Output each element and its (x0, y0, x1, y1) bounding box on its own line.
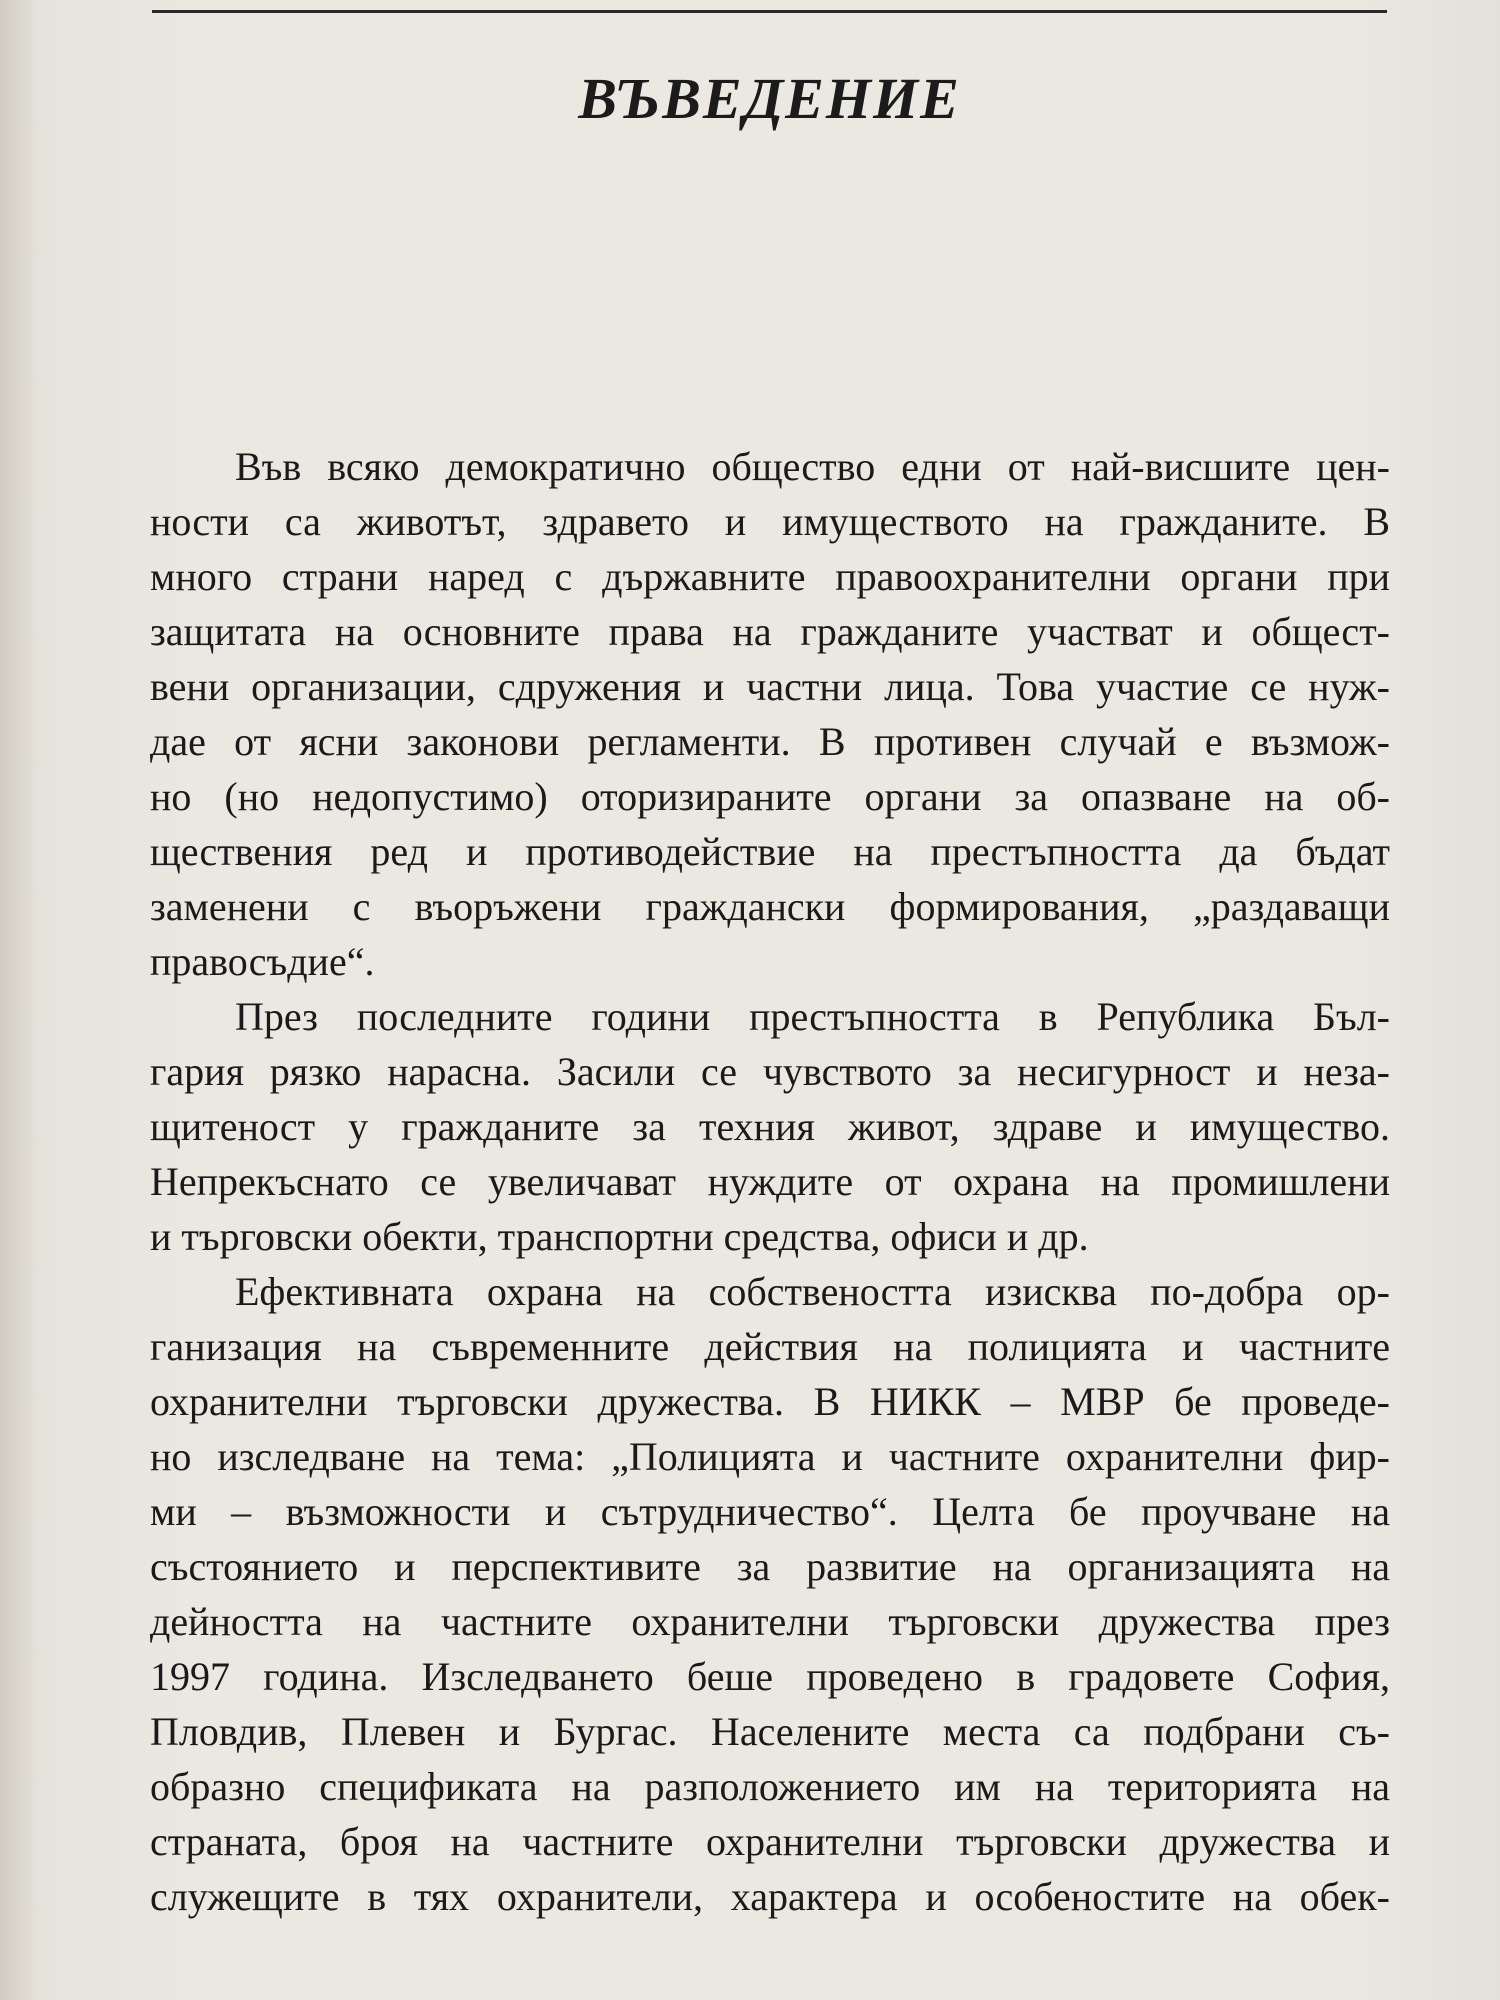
text-line: образно спецификата на разположението им на територията на (150, 1764, 1390, 1809)
text-line: ности са животът, здравето и имуществото на гражданите. В (150, 499, 1390, 544)
text-line: състоянието и перспективите за развитие на организацията на (150, 1544, 1390, 1589)
text-line: ществения ред и противодействие на престъпността да бъдат (150, 829, 1390, 874)
text-line: вени организации, сдружения и частни лица. Това участие се нуж- (150, 664, 1390, 709)
text-line: защитата на основните права на гражданите участват и общест- (150, 609, 1390, 654)
text-line: правосъдие“. (150, 939, 375, 984)
text-line: Във всяко демократично общество едни от най-висшите цен- (235, 444, 1390, 489)
text-line: дейността на частните охранителни търговски дружества през (150, 1599, 1390, 1644)
text-line: и търговски обекти, транспортни средства, офиси и др. (150, 1214, 1089, 1259)
text-line: щитеност у гражданите за техния живот, здраве и имущество. (150, 1104, 1390, 1149)
text-line: Пловдив, Плевен и Бургас. Населените места са подбрани съ- (150, 1709, 1390, 1754)
text-line: ми – възможности и сътрудничество“. Целта бе проучване на (150, 1489, 1390, 1534)
header-rule (152, 10, 1387, 13)
text-line: 1997 година. Изследването беше проведено в градовете София, (150, 1654, 1390, 1699)
text-line: охранителни търговски дружества. В НИКК – МВР бе проведе- (150, 1379, 1390, 1424)
text-line: През последните години престъпността в Република Бъл- (235, 994, 1390, 1039)
chapter-title: ВЪВЕДЕНИЕ (578, 66, 961, 131)
text-line: Непрекъснато се увеличават нуждите от охрана на промишлени (150, 1159, 1390, 1204)
text-line: гария рязко нарасна. Засили се чувството за несигурност и неза- (150, 1049, 1390, 1094)
text-line: но изследване на тема: „Полицията и частните охранителни фир- (150, 1434, 1390, 1479)
text-line: но (но недопустимо) оторизираните органи за опазване на об- (150, 774, 1390, 819)
text-line: заменени с въоръжени граждански формирования, „раздаващи (150, 884, 1390, 929)
text-line: служещите в тях охранители, характера и особеностите на обек- (150, 1874, 1390, 1919)
text-line: ганизация на съвременните действия на полицията и частните (150, 1324, 1390, 1369)
text-line: дае от ясни законови регламенти. В противен случай е възмож- (150, 719, 1390, 764)
text-line: Ефективната охрана на собствеността изисква по-добра ор- (235, 1269, 1390, 1314)
body-text (150, 439, 1390, 1924)
text-line: много страни наред с държавните правоохранителни органи при (150, 554, 1390, 599)
text-line: страната, броя на частните охранителни търговски дружества и (150, 1819, 1390, 1864)
